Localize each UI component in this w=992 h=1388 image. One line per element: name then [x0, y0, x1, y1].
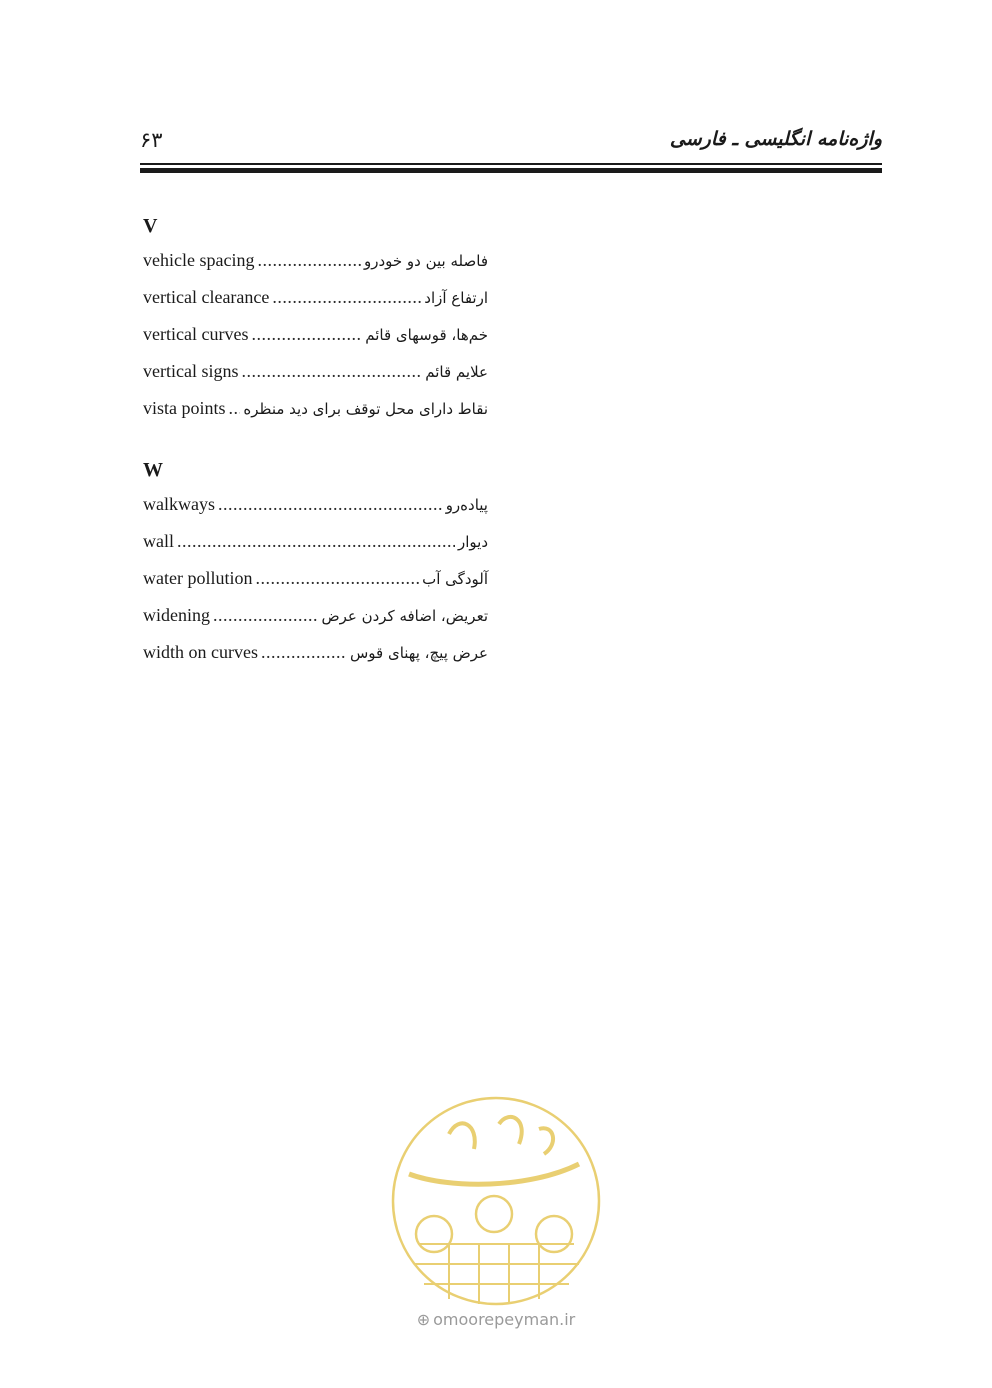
glossary-entry: [143, 353, 488, 390]
entry-translation: عرض پیچ، پهنای قوس: [349, 644, 488, 662]
entry-term: vertical curves: [143, 324, 249, 344]
entry-term: wall: [143, 531, 174, 551]
dot-leader: [241, 353, 422, 390]
glossary-entry: [143, 390, 488, 427]
entry-term: width on curves: [143, 642, 258, 662]
dot-leader: [177, 523, 455, 560]
glossary-entry: [143, 597, 488, 634]
dot-leader: [272, 279, 421, 316]
entry-term: vehicle spacing: [143, 250, 255, 270]
globe-icon: ⊕: [416, 1310, 431, 1329]
section-letter: V: [143, 215, 158, 237]
entry-term: vertical clearance: [143, 287, 270, 307]
dot-leader: [251, 316, 362, 353]
header-rule-thin: [140, 163, 882, 165]
entry-term: walkways: [143, 494, 215, 514]
entry-translation: فاصله بین دو خودرو: [363, 252, 488, 270]
section-w: [143, 456, 488, 671]
entry-translation: خم‌ها، قوسهای قائم: [365, 326, 488, 344]
watermark-url: omoorepeyman.ir: [433, 1310, 576, 1329]
dot-leader: [261, 634, 347, 671]
page-header: [140, 126, 882, 156]
glossary-entry: [143, 316, 488, 353]
glossary-entry: [143, 523, 488, 560]
entry-translation: آلودگی آب: [422, 570, 488, 588]
glossary-entry: [143, 242, 488, 279]
running-title: واژه‌نامه انگلیسی ـ فارسی: [669, 128, 882, 150]
dot-leader: [255, 560, 419, 597]
entry-term: water pollution: [143, 568, 253, 588]
watermark-site: [396, 1310, 596, 1329]
entry-term: vista points: [143, 398, 226, 418]
section-letter: W: [143, 459, 163, 481]
header-rule-thick: [140, 168, 882, 173]
entry-translation: ارتفاع آزاد: [424, 289, 488, 307]
entry-term: widening: [143, 605, 210, 625]
glossary-entry: [143, 486, 488, 523]
entry-translation: دیوار: [457, 533, 488, 551]
dot-leader: [229, 390, 241, 427]
watermark-logo: [389, 1094, 603, 1308]
entry-translation: تعریض، اضافه کردن عرض: [321, 607, 488, 625]
section-v: [143, 212, 488, 427]
entry-translation: نقاط دارای محل توقف برای دید منظره: [243, 400, 488, 418]
entry-term: vertical signs: [143, 361, 239, 381]
glossary-entry: [143, 279, 488, 316]
entry-translation: علایم قائم: [425, 363, 488, 381]
entry-translation: پیاده‌رو: [445, 496, 488, 514]
dot-leader: [257, 242, 361, 279]
glossary-entry: [143, 634, 488, 671]
glossary-entry: [143, 560, 488, 597]
dot-leader: [218, 486, 443, 523]
dot-leader: [213, 597, 318, 634]
page-number: ۶۳: [140, 128, 163, 152]
